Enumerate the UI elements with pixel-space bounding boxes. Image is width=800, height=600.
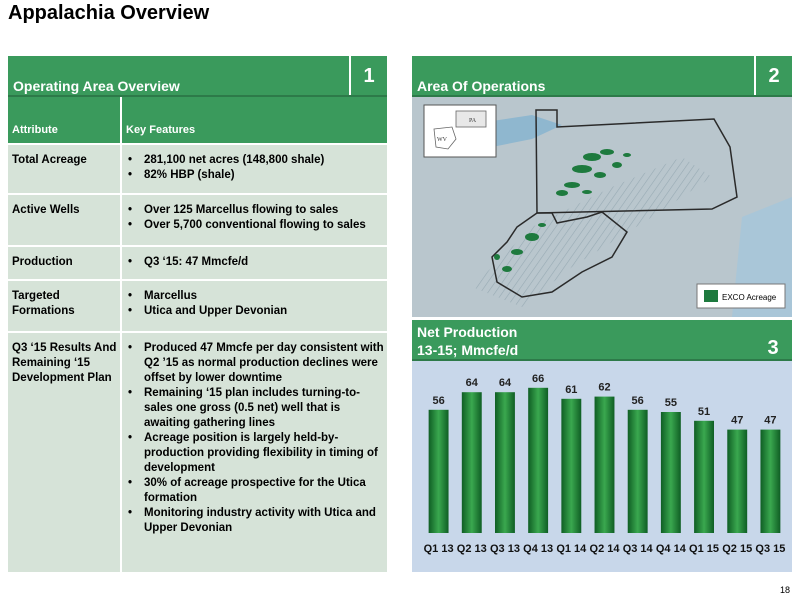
- section-number-3: 3: [767, 337, 779, 359]
- bar-q2-14: [595, 397, 615, 533]
- x-tick-label: Q3 13: [489, 543, 520, 555]
- net-production-header: [412, 320, 792, 361]
- operating-area-table: [8, 97, 387, 572]
- bar-q4-13: [528, 388, 548, 533]
- data-label: 56: [631, 394, 644, 407]
- x-tick-label: Q3 14: [622, 543, 653, 555]
- feature-item: • Acreage position is largely held-by-production providing flexibility in timing of development: [126, 431, 384, 476]
- table-row-total-acreage: [8, 143, 387, 193]
- feature-item: • Over 5,700 conventional flowing to sales: [126, 218, 384, 233]
- feature-item: • Produced 47 Mmcfe per day consistent with Q2 ’15 as normal production declines were offset by lower downtime: [126, 341, 384, 386]
- table-header-row: [8, 97, 387, 143]
- data-label: 51: [697, 405, 711, 418]
- feature-item: • 82% HBP (shale): [126, 168, 384, 183]
- attr-production: Production: [12, 256, 73, 268]
- data-label: 62: [598, 381, 611, 394]
- net-production-title-line2: 13-15; Mmcfe/d: [417, 342, 519, 358]
- feature-item: • 30% of acreage prospective for the Utica formation: [126, 476, 384, 506]
- bar-q3-13: [495, 392, 515, 533]
- area-of-operations-header: [412, 56, 792, 97]
- bar-q3-14: [628, 410, 648, 533]
- data-label: 61: [565, 383, 578, 396]
- bar-q1-14: [561, 399, 581, 533]
- net-production-chart: [412, 361, 792, 572]
- header-key-features: Key Features: [126, 124, 196, 136]
- data-label: 47: [764, 414, 777, 427]
- x-tick-label: Q3 15: [755, 543, 786, 555]
- area-of-operations-map: [412, 97, 792, 317]
- table-row-active-wells: [8, 193, 387, 245]
- bar-q1-13: [429, 410, 449, 533]
- feature-item: • Monitoring industry activity with Utica and Upper Devonian: [126, 506, 384, 536]
- inset-map: [424, 105, 496, 157]
- attr-total-acreage: Total Acreage: [12, 154, 87, 166]
- table-row-production: [8, 245, 387, 279]
- x-tick-label: Q1 14: [556, 543, 587, 555]
- section-number-1: 1: [349, 56, 387, 95]
- net-production-title-line1: Net Production: [417, 324, 518, 340]
- feature-item: • 281,100 net acres (148,800 shale): [126, 153, 384, 168]
- bar-q1-15: [694, 421, 714, 533]
- data-label: 64: [498, 377, 512, 390]
- x-tick-label: Q2 15: [722, 543, 753, 555]
- inset-label-wv: WV: [437, 137, 447, 143]
- inset-label-pa: PA: [469, 118, 477, 124]
- map-svg: [412, 97, 792, 317]
- area-of-operations-title: Area Of Operations: [417, 78, 546, 94]
- operating-area-header: [8, 56, 387, 97]
- table-row-targeted-formations: [8, 279, 387, 331]
- x-tick-label: Q1 15: [689, 543, 720, 555]
- section-number-2: 2: [754, 56, 792, 95]
- data-label: 55: [664, 397, 677, 409]
- attr-active-wells: Active Wells: [12, 204, 80, 216]
- feature-item: • Marcellus: [126, 289, 384, 304]
- x-tick-label: Q2 14: [589, 543, 620, 555]
- data-label: 56: [432, 394, 445, 407]
- bar-q3-15: [760, 430, 780, 533]
- bar-q2-13: [462, 392, 482, 533]
- feature-item: • Over 125 Marcellus flowing to sales: [126, 203, 384, 218]
- feature-item: • Utica and Upper Devonian: [126, 304, 384, 319]
- data-label: 66: [532, 372, 545, 385]
- table-row-results-plan: [8, 331, 387, 572]
- bar-q2-15: [727, 430, 747, 533]
- header-attribute: Attribute: [12, 124, 58, 136]
- feature-item: • Remaining ‘15 plan includes turning-to-sales one gross (0.5 net) well that is awaiting gathering lines: [126, 386, 384, 431]
- x-tick-label: Q2 13: [456, 543, 487, 555]
- page-title: Appalachia Overview: [8, 2, 210, 24]
- feature-item: • Q3 ‘15: 47 Mmcfe/d: [126, 255, 384, 270]
- bar-q4-14: [661, 412, 681, 533]
- map-legend: [697, 284, 785, 308]
- data-label: 47: [731, 414, 744, 427]
- legend-label: EXCO Acreage: [722, 293, 777, 302]
- x-tick-label: Q4 14: [655, 543, 686, 555]
- attr-results-plan: Q3 ‘15 Results And Remaining ‘15 Development Plan: [12, 342, 117, 384]
- chart-svg: [412, 361, 792, 572]
- x-tick-label: Q1 13: [423, 543, 454, 555]
- operating-area-title: Operating Area Overview: [13, 78, 180, 94]
- page-number: 18: [779, 585, 790, 595]
- x-tick-label: Q4 13: [523, 543, 554, 555]
- attr-targeted-formations: Targeted Formations: [12, 290, 75, 317]
- data-label: 64: [465, 377, 478, 390]
